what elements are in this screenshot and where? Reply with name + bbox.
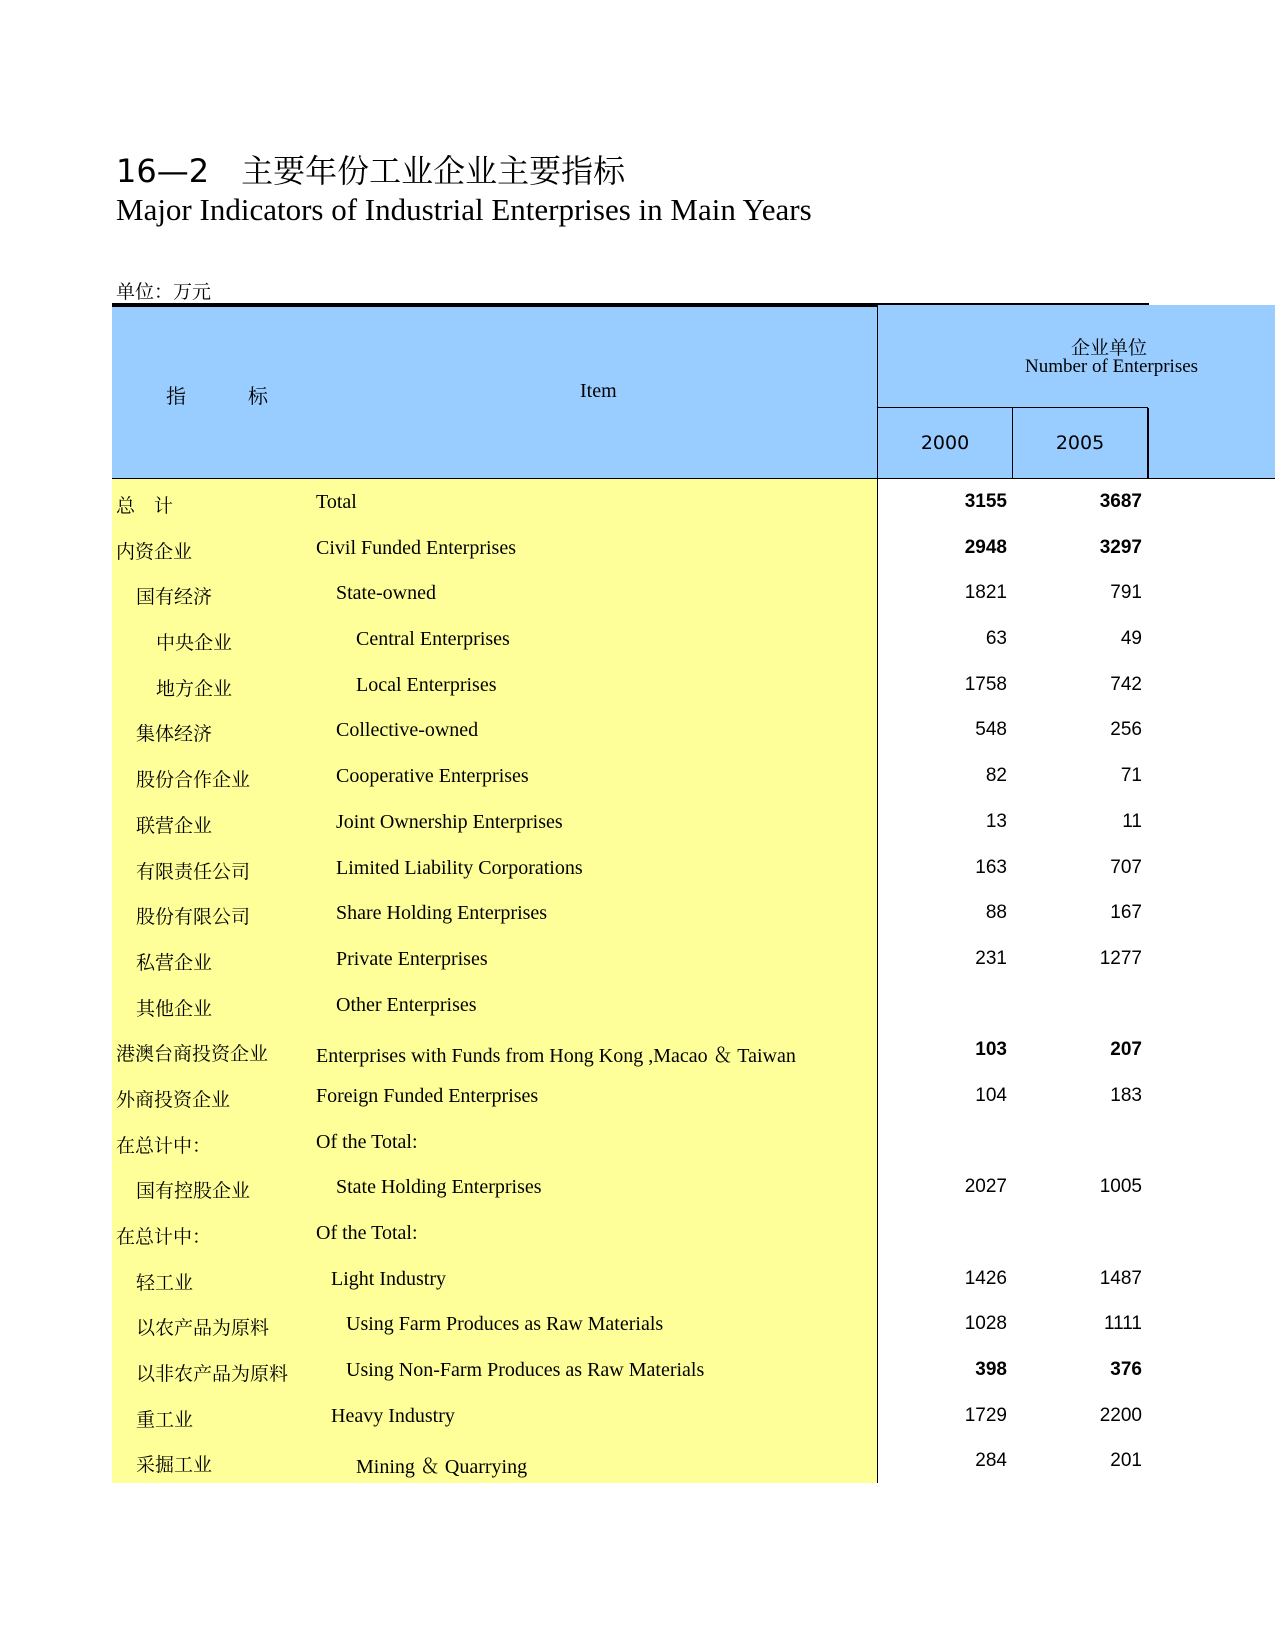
row-label-cn: 中央企业	[156, 632, 233, 655]
value-2000: 1821	[964, 582, 1007, 604]
value-2005: 1005	[1099, 1176, 1142, 1198]
table-row	[0, 1393, 1275, 1439]
row-label-cn: 股份合作企业	[136, 769, 251, 792]
table-row	[0, 525, 1275, 571]
row-label-en: Cooperative Enterprises	[336, 765, 529, 788]
table-row	[0, 982, 1275, 1028]
value-2005: 1277	[1099, 947, 1142, 969]
header-item-en: Item	[580, 380, 617, 402]
table-row	[0, 1301, 1275, 1347]
row-label-en: Collective-owned	[336, 719, 479, 742]
row-label-cn: 其他企业	[136, 997, 213, 1020]
row-label-en: Foreign Funded Enterprises	[316, 1084, 539, 1107]
header-year-2005: 2005	[1055, 432, 1105, 454]
table-row	[0, 662, 1275, 708]
row-label-cn: 采掘工业	[136, 1454, 213, 1477]
row-label-en: Using Non-Farm Produces as Raw Materials	[346, 1359, 705, 1382]
row-label-cn: 股份有限公司	[136, 906, 251, 929]
value-2000: 398	[975, 1359, 1007, 1381]
table-row	[0, 707, 1275, 753]
value-2000: 231	[975, 947, 1007, 969]
value-2005: 207	[1110, 1039, 1142, 1061]
value-2000: 104	[975, 1084, 1007, 1106]
row-label-cn: 港澳台商投资企业	[116, 1043, 269, 1066]
table-row	[0, 1119, 1275, 1165]
value-2005: 3297	[1099, 536, 1142, 558]
header-divider	[878, 407, 1148, 408]
value-2005: 256	[1110, 719, 1142, 741]
value-2000: 1028	[964, 1313, 1007, 1335]
table-row	[0, 1164, 1275, 1210]
value-2005: 71	[1120, 765, 1142, 787]
row-label-en: Total	[316, 491, 357, 513]
value-2005: 183	[1110, 1084, 1142, 1106]
table-body	[0, 479, 1275, 1484]
table-row	[0, 936, 1275, 982]
header-group-en: Number of Enterprises	[1025, 356, 1199, 377]
table-row	[0, 1256, 1275, 1302]
value-2000: 82	[985, 765, 1007, 787]
row-label-en: Civil Funded Enterprises	[316, 536, 516, 559]
table-row	[0, 890, 1275, 936]
row-label-cn: 轻工业	[136, 1271, 194, 1294]
value-2005: 742	[1110, 673, 1142, 695]
page-title-cn: 16—2 主要年份工业企业主要指标	[116, 152, 626, 190]
row-label-en: Light Industry	[331, 1267, 446, 1290]
unit-label: 单位：万元	[116, 281, 212, 303]
value-2005: 3687	[1099, 491, 1142, 512]
row-label-en: State-owned	[336, 582, 436, 605]
value-2005: 167	[1110, 902, 1142, 924]
value-2000: 3155	[964, 491, 1007, 512]
value-2000: 2027	[964, 1176, 1007, 1198]
row-label-cn: 内资企业	[116, 540, 193, 563]
value-2000: 13	[985, 810, 1007, 832]
row-label-en: Joint Ownership Enterprises	[336, 810, 563, 833]
row-label-en: Mining ＆ Quarrying	[356, 1456, 528, 1479]
value-2000: 284	[975, 1450, 1007, 1472]
value-2005: 707	[1110, 856, 1142, 878]
row-label-cn: 集体经济	[136, 723, 213, 746]
row-label-cn: 在总计中：	[116, 1226, 212, 1248]
row-label-cn: 地方企业	[156, 677, 233, 700]
row-label-cn: 联营企业	[136, 814, 213, 837]
table-row	[0, 479, 1275, 525]
table-row	[0, 1347, 1275, 1393]
row-label-en: Share Holding Enterprises	[336, 902, 548, 925]
row-label-cn: 有限责任公司	[136, 860, 251, 883]
value-2000: 103	[975, 1039, 1007, 1061]
row-label-cn: 重工业	[136, 1408, 194, 1431]
value-2000: 1729	[964, 1404, 1007, 1426]
value-2005: 376	[1110, 1359, 1142, 1381]
row-label-cn: 外商投资企业	[116, 1088, 231, 1111]
page-title-en: Major Indicators of Industrial Enterprises in Main Years	[116, 192, 812, 227]
row-label-cn: 在总计中：	[116, 1134, 212, 1157]
header-group-cn: 企业单位	[1070, 337, 1147, 359]
value-2005: 201	[1110, 1450, 1142, 1472]
table-row	[0, 845, 1275, 891]
table-row	[0, 799, 1275, 845]
table-row	[0, 1210, 1275, 1256]
value-2005: 1487	[1099, 1267, 1142, 1289]
row-label-cn: 国有经济	[136, 586, 213, 609]
value-2000: 548	[975, 719, 1007, 741]
row-label-en: Heavy Industry	[331, 1404, 455, 1427]
row-label-en: Limited Liability Corporations	[336, 856, 583, 879]
table-row	[0, 1438, 1275, 1484]
row-label-en: Of the Total:	[316, 1222, 418, 1244]
row-label-en: Other Enterprises	[336, 993, 477, 1016]
value-2005: 1111	[1103, 1313, 1142, 1335]
value-2000: 2948	[964, 536, 1007, 558]
row-label-en: State Holding Enterprises	[336, 1176, 542, 1199]
header-indicator-cn-2: 标	[248, 384, 268, 408]
value-2005: 49	[1120, 628, 1142, 650]
value-2005: 791	[1110, 582, 1142, 604]
value-2000: 1758	[964, 673, 1007, 695]
row-label-en: Local Enterprises	[356, 673, 497, 696]
year-divider-2	[1147, 408, 1149, 478]
value-2005: 11	[1122, 810, 1142, 832]
row-label-cn: 总 计	[116, 495, 174, 517]
row-label-en: Using Farm Produces as Raw Materials	[346, 1313, 664, 1336]
row-label-cn: 以非农产品为原料	[136, 1363, 289, 1386]
row-label-en: Central Enterprises	[356, 628, 510, 651]
row-label-en: Private Enterprises	[336, 947, 488, 970]
table-row	[0, 1027, 1275, 1073]
table-row	[0, 753, 1275, 799]
header-indicator-cn-1: 指	[166, 384, 186, 408]
row-label-en: Enterprises with Funds from Hong Kong ,Macao ＆ Taiwan	[316, 1045, 796, 1068]
row-label-cn: 以农产品为原料	[136, 1317, 270, 1340]
table-row	[0, 616, 1275, 662]
row-label-cn: 私营企业	[136, 951, 213, 974]
value-2000: 88	[985, 902, 1007, 924]
value-2000: 63	[985, 628, 1007, 650]
value-2000: 1426	[964, 1267, 1007, 1289]
table-header-left	[112, 307, 878, 479]
table-row	[0, 570, 1275, 616]
value-2005: 2200	[1099, 1404, 1142, 1426]
row-label-cn: 国有控股企业	[136, 1180, 251, 1203]
table-row	[0, 1073, 1275, 1119]
row-label-en: Of the Total:	[316, 1130, 418, 1153]
value-2000: 163	[975, 856, 1007, 878]
header-year-2000: 2000	[920, 432, 970, 454]
